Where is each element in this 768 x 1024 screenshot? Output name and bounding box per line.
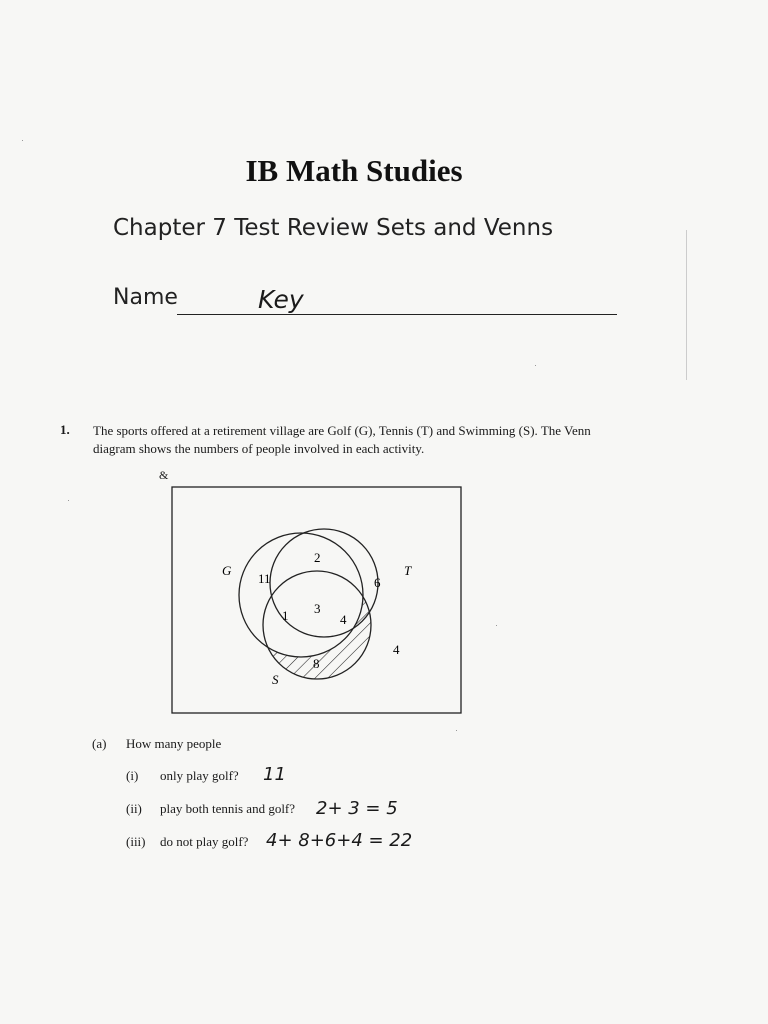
region-outside: 4 [393,642,400,657]
set-label-t: T [404,563,412,578]
part-a-ii-label: (ii) [126,801,142,816]
scan-speck [68,500,69,501]
region-s-only: 8 [313,656,320,671]
scan-speck [535,365,536,366]
page-title: IB Math Studies [245,153,463,188]
universal-set-symbol: & [159,468,169,482]
shaded-region [230,560,410,690]
name-value-handwritten: Key [258,285,304,314]
part-a-i-label: (i) [126,768,139,783]
part-a-i-text: only play golf? [160,768,239,783]
part-a-iii-label: (iii) [126,834,146,849]
scan-speck [22,140,23,141]
set-label-g: G [222,563,232,578]
region-g-and-t: 2 [314,550,321,565]
part-a-label: (a) [92,736,107,751]
part-a-iii-text: do not play golf? [160,834,249,849]
scan-speck [456,730,457,731]
region-t-and-s: 4 [340,612,347,627]
part-a-iii-answer: 4+ 8+6+4 = 22 [266,830,413,851]
part-a-text: How many people [126,736,222,751]
region-g-only: 11 [258,571,271,586]
name-label: Name [113,285,178,310]
scan-edge-line [686,230,687,380]
circle-g [239,533,363,657]
set-label-s: S [272,672,279,687]
question-text-line-2: diagram shows the numbers of people involved in each activity. [93,441,425,456]
page-subtitle: Chapter 7 Test Review Sets and Venns [113,215,554,241]
part-a-ii-answer: 2+ 3 = 5 [316,798,398,819]
region-all-three: 3 [314,601,321,616]
region-t-only: 6 [374,575,381,590]
part-a-ii-text: play both tennis and golf? [160,801,296,816]
question-number: 1. [60,422,70,437]
question-text-line-1: The sports offered at a retirement village are Golf (G), Tennis (T) and Swimming (S). The Venn [93,423,591,438]
part-a-i-answer: 11 [263,764,286,785]
region-g-and-s: 1 [282,608,289,623]
scan-speck [496,625,497,626]
